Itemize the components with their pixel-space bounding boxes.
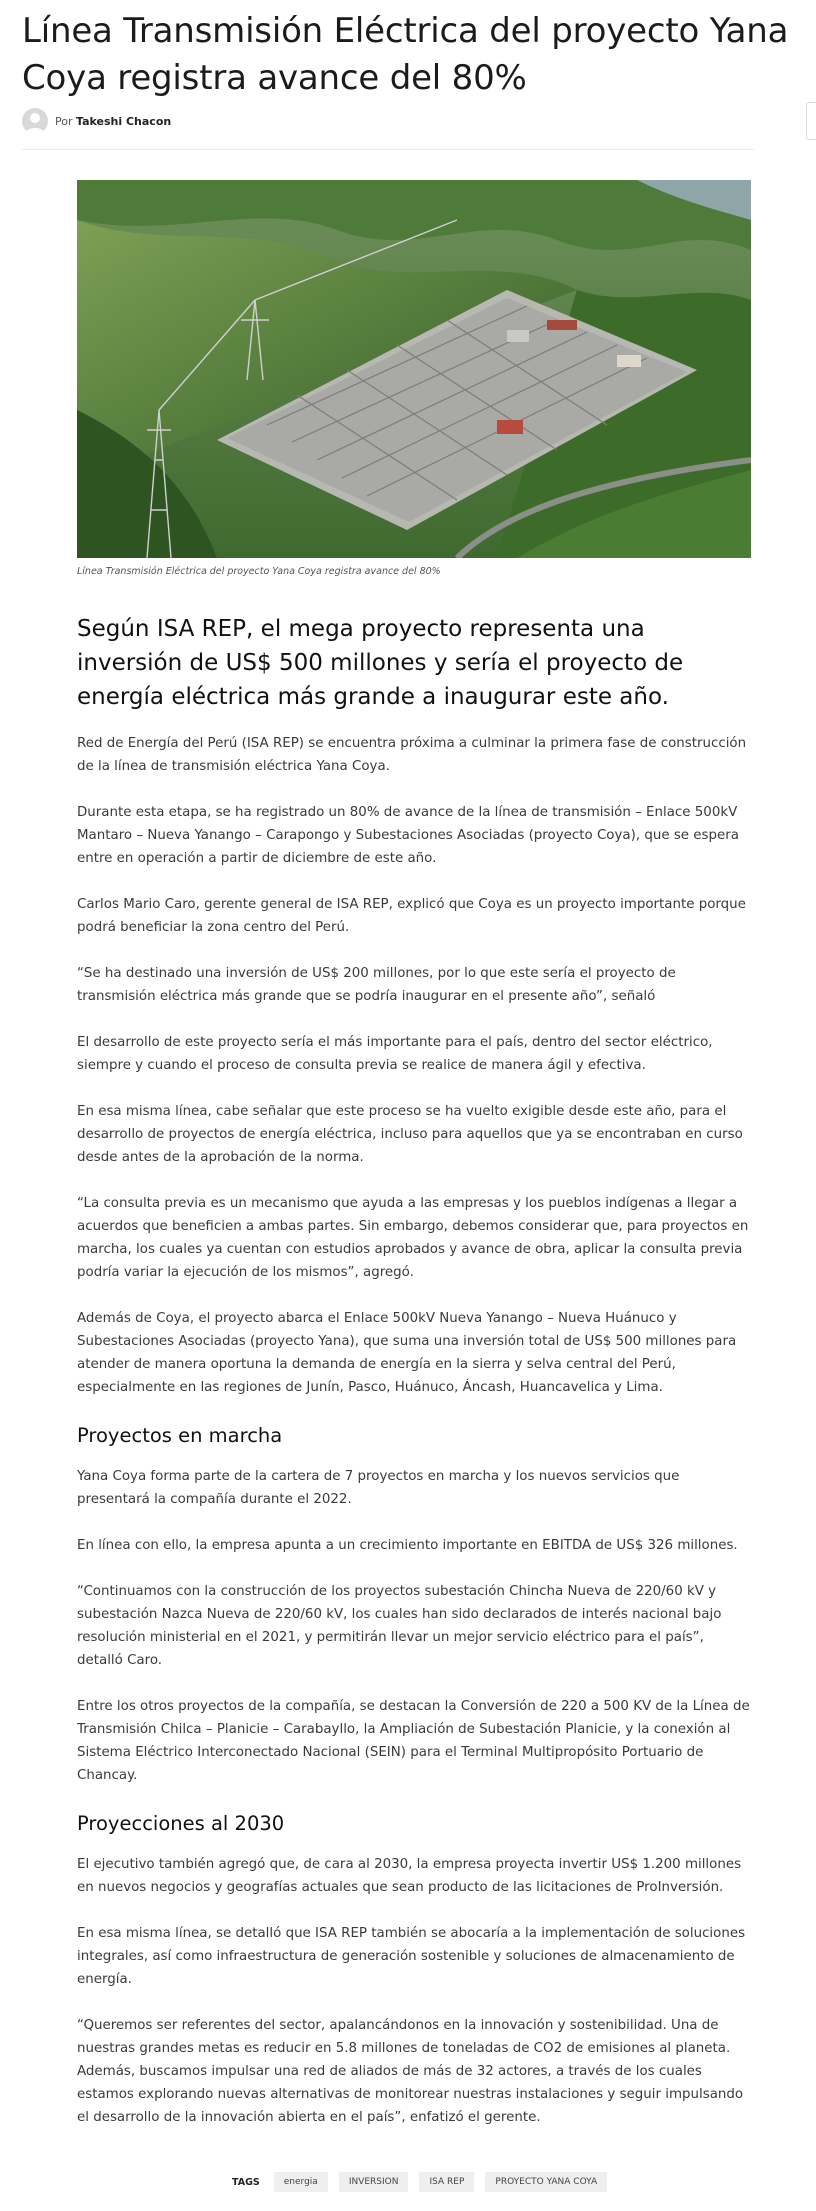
paragraph: El ejecutivo también agregó que, de cara al 2030, la empresa proyecta invertir US$ 1.200 millones en nuevos negocios y geografías actuales que sean producto de las licitaciones de ProInversión. [77, 1857, 742, 1895]
paragraph: “Queremos ser referentes del sector, apalancándonos en la innovación y sostenibilidad. Una de nuestras grandes metas es reducir en 5.8 millones de toneladas de CO2 de emisiones al planeta. Además, buscamos impulsar una red de aliados de más de 32 actores, a través de los cuales estamos explorando nuevas alternativas de monitorear nuestras instalaciones y seguir impulsando el desarrollo de la innovación abierta en el país”, enfatizó el gerente. [77, 2018, 744, 2125]
article-body [77, 732, 753, 2129]
section-heading-proyectos-en-marcha: Proyectos en marcha [77, 1424, 283, 1447]
tag-link[interactable]: energia [274, 2172, 328, 2192]
tag-link[interactable]: PROYECTO YANA COYA [485, 2172, 607, 2192]
paragraph: En esa misma línea, cabe señalar que este proceso se ha vuelto exigible desde este año, para el desarrollo de proyectos de energía eléctrica, incluso para aquellos que ya se encontraban en curso desde antes de la aprobación de la norma. [77, 1104, 743, 1165]
tags-label: TAGS [232, 2176, 260, 2188]
paragraph: “Continuamos con la construcción de los proyectos subestación Chincha Nueva de 220/60 kV y subestación Nazca Nueva de 220/60 kV, los cuales han sido declarados de interés nacional bajo resolución ministerial en el 2021, y permitirán llevar un mejor servicio eléctrico para el país”, detalló Caro. [77, 1584, 722, 1668]
paragraph: Carlos Mario Caro, gerente general de ISA REP, explicó que Coya es un proyecto importante porque podrá beneficiar la zona centro del Perú. [77, 897, 746, 935]
substation-aerial-photo [77, 180, 751, 558]
author-link[interactable]: Takeshi Chacon [76, 114, 172, 128]
paragraph: “La consulta previa es un mecanismo que ayuda a las empresas y los pueblos indígenas a llegar a acuerdos que beneficien a ambas partes. Sin embargo, debemos considerar que, para proyectos en marcha, los cuales ya cuentan con estudios aprobados y avance de obra, aplicar la consulta previa podría variar la ejecución de los mismos”, agregó. [77, 1196, 749, 1280]
byline-text [55, 115, 171, 128]
paragraph: “Se ha destinado una inversión de US$ 200 millones, por lo que este sería el proyecto de transmisión eléctrica más grande que se podría inaugurar en el presente año”, señaló [77, 966, 676, 1004]
section-heading-proyecciones-2030: Proyecciones al 2030 [77, 1812, 285, 1835]
hero-image [77, 180, 751, 558]
page-title: Línea Transmisión Eléctrica del proyecto Yana Coya registra avance del 80% [22, 11, 789, 98]
header-divider [22, 149, 754, 150]
user-icon [22, 108, 48, 134]
paragraph: Además de Coya, el proyecto abarca el Enlace 500kV Nueva Yanango – Nueva Huánuco y Subestaciones Asociadas (proyecto Yana), que suma una inversión total de US$ 500 millones para atender de manera oportuna la demanda de energía en la sierra y selva central del Perú, especialmente en las regiones de Junín, Pasco, Huánuco, Áncash, Huancavelica y Lima. [77, 1311, 737, 1395]
tags-bar [232, 2170, 618, 2194]
paragraph: En línea con ello, la empresa apunta a un crecimiento importante en EBITDA de US$ 326 millones. [77, 1538, 738, 1553]
byline [22, 107, 171, 135]
article-subtitle: Según ISA REP, el mega proyecto representa una inversión de US$ 500 millones y sería el proyecto de energía eléctrica más grande a inaugurar este año. [77, 616, 684, 710]
paragraph: El desarrollo de este proyecto sería el más importante para el país, dentro del sector eléctrico, siempre y cuando el proceso de consulta previa se realice de manera ágil y efectiva. [77, 1035, 713, 1073]
paragraph: En esa misma línea, se detalló que ISA REP también se abocaría a la implementación de soluciones integrales, así como infraestructura de generación sostenible y soluciones de almacenamiento de energía. [77, 1926, 746, 1987]
paragraph: Durante esta etapa, se ha registrado un 80% de avance de la línea de transmisión – Enlace 500kV Mantaro – Nueva Yanango – Carapongo y Subestaciones Asociadas (proyecto Coya), que se espera entre en operación a partir de diciembre de este año. [77, 805, 739, 866]
author-avatar[interactable] [22, 108, 48, 134]
tag-link[interactable]: INVERSION [339, 2172, 409, 2192]
byline-prefix: Por [55, 114, 73, 128]
sidebar-widget-edge[interactable] [806, 102, 816, 140]
image-caption: Línea Transmisión Eléctrica del proyecto Yana Coya registra avance del 80% [77, 566, 441, 577]
paragraph: Red de Energía del Perú (ISA REP) se encuentra próxima a culminar la primera fase de construcción de la línea de transmisión eléctrica Yana Coya. [77, 736, 747, 774]
paragraph: Yana Coya forma parte de la cartera de 7 proyectos en marcha y los nuevos servicios que presentará la compañía durante el 2022. [77, 1469, 680, 1507]
tag-link[interactable]: ISA REP [419, 2172, 474, 2192]
paragraph: Entre los otros proyectos de la compañía, se destacan la Conversión de 220 a 500 KV de la Línea de Transmisión Chilca – Planicie – Carabayllo, la Ampliación de Subestación Planicie, y la conexión al Sistema Eléctrico Interconectado Nacional (SEIN) para el Terminal Multipropósito Portuario de Chancay. [77, 1699, 750, 1783]
